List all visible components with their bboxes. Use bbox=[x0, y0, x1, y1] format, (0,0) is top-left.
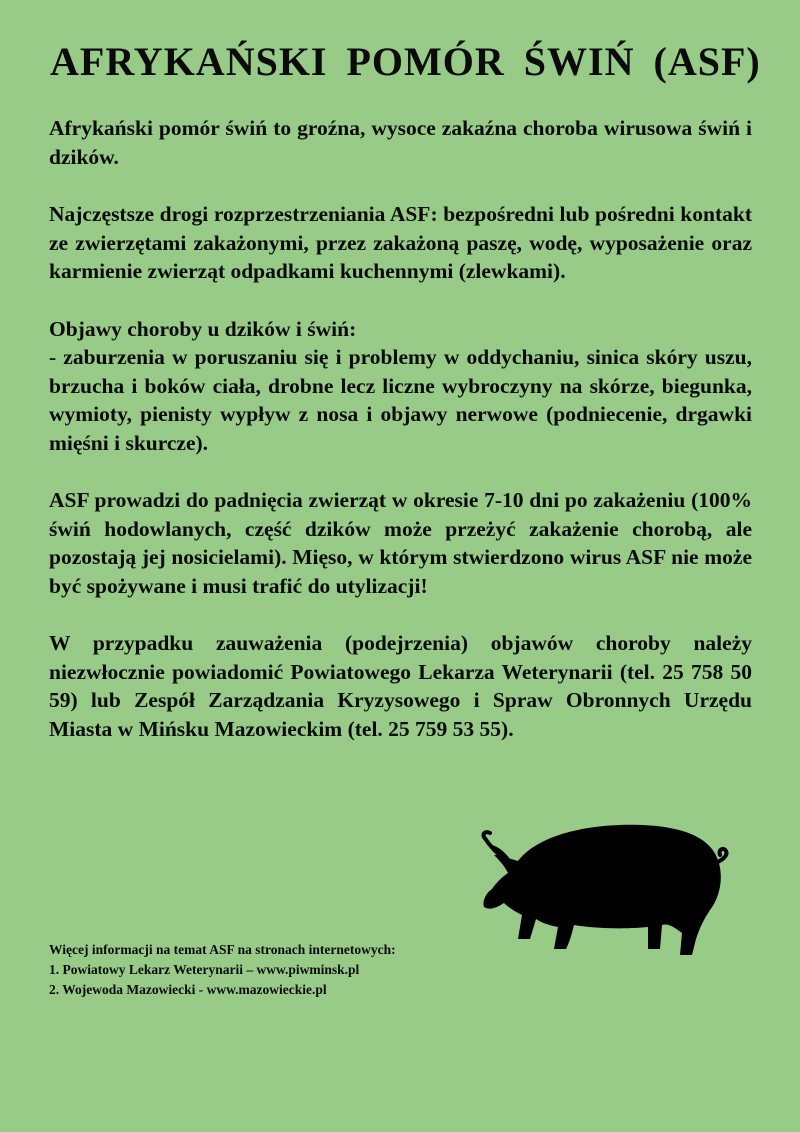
leaflet-body bbox=[49, 114, 752, 772]
more-info-section bbox=[49, 940, 569, 1000]
more-info-heading: Więcej informacji na temat ASF na stronach internetowych: bbox=[49, 942, 396, 957]
symptoms-heading: Objawy choroby u dzików i świń: bbox=[49, 316, 357, 341]
contact-paragraph: W przypadku zauważenia (podejrzenia) objawów choroby należy niezwłocznie powiadomić Powiatowego Lekarza Weterynarii (tel. 25 758 50 59) lub Zespół Zarządzania Kryzysowego i Spraw Obronnych Urzędu Miasta w Mińsku Mazowieckim (tel. 25 759 53 55). bbox=[49, 631, 752, 741]
spread-paragraph: Najczęstsze drogi rozprzestrzeniania ASF: bezpośredni lub pośredni kontakt ze zwierzętami zakażonymi, przez zakażoną paszę, wodę, wyposażenie oraz karmienie zwierząt odpadkami kuchennymi (zlewkami). bbox=[49, 202, 752, 283]
symptoms-list: - zaburzenia w poruszaniu się i problemy w oddychaniu, sinica skóry uszu, brzucha i boków ciała, drobne lecz liczne wybroczyny na skórze, biegunka, wymioty, pienisty wypływ z nosa i objawy nerwowe (podniecenie, drgawki mięśni i skurcze). bbox=[49, 345, 752, 455]
page-title: AFRYKAŃSKI POMÓR ŚWIŃ (ASF) bbox=[50, 39, 761, 84]
pig-silhouette-icon bbox=[478, 815, 742, 960]
intro-paragraph: Afrykański pomór świń to groźna, wysoce zakaźna choroba wirusowa świń i dzików. bbox=[49, 116, 752, 169]
more-info-item-voivode[interactable]: 2. Wojewoda Mazowiecki - www.mazowieckie.pl bbox=[49, 982, 327, 997]
more-info-item-vet[interactable]: 1. Powiatowy Lekarz Weterynarii – www.piwminsk.pl bbox=[49, 962, 360, 977]
mortality-paragraph: ASF prowadzi do padnięcia zwierząt w okresie 7-10 dni po zakażeniu (100% świń hodowlanych, część dzików może przeżyć zakażenie chorobą, ale pozostają jej nosicielami). Mięso, w którym stwierdzono wirus ASF nie może być spożywane i musi trafić do utylizacji! bbox=[49, 488, 752, 598]
